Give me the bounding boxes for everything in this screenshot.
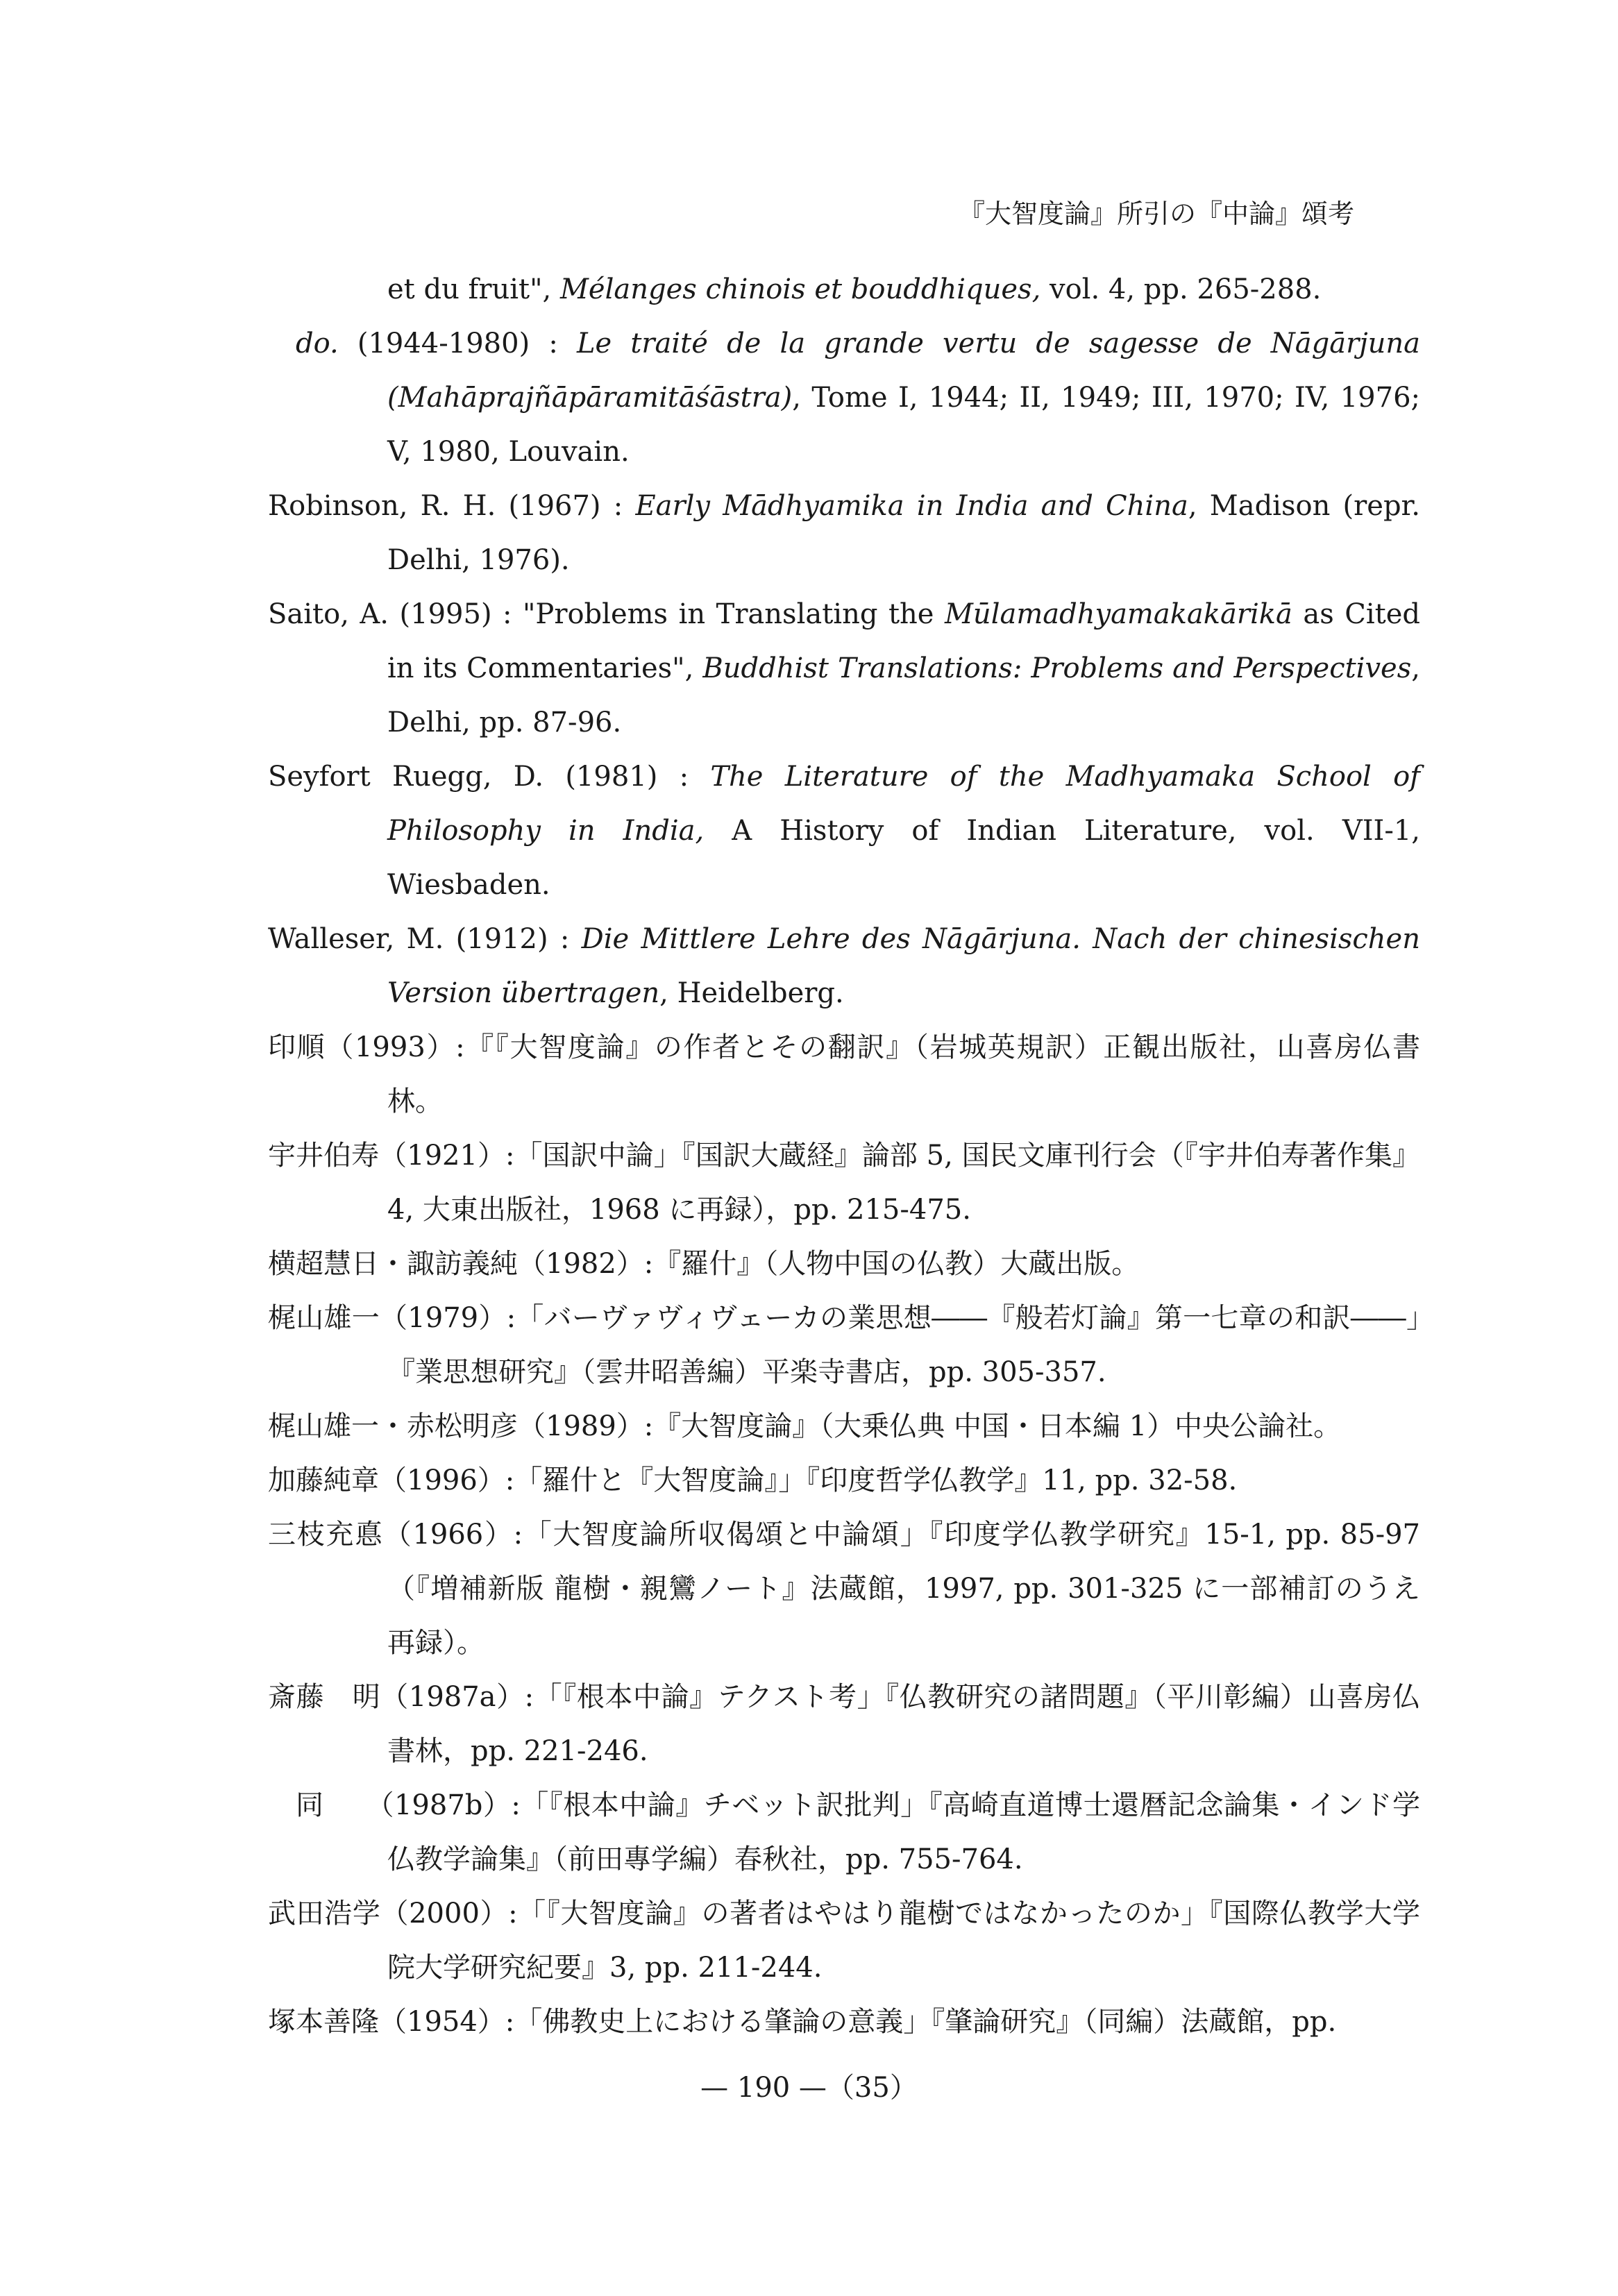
entry-author: 梶山雄一 [268,1302,380,1334]
entry-title-2: Buddhist Translations: Problems and Perspectives [702,652,1412,684]
reference-entry [268,1020,1420,1129]
page-number: — 190 —（35） [700,2072,918,2104]
entry-author: 梶山雄一・赤松明彦 [268,1410,518,1442]
reference-entry [268,316,1420,479]
entry-author: Robinson, R. H. [268,490,496,522]
entry-author: 三枝充悳 [268,1519,384,1551]
entry-author: do. [296,328,339,360]
entry-rest: , Madison (repr. Delhi, 1976). [387,490,1421,576]
entry-lead: （1979）:「バーヴァヴィヴェーカの業思想――『般若灯論』第一七章の和訳――」『業思想研究』（雲井昭善編）平楽寺書店，pp. 305-357. [380,1302,1420,1388]
entry-lead: （1987b）:「『根本中論』チベット訳批判」『高崎直道博士還暦記念論集・インド学仏教学論集』（前田專学編）春秋社，pp. 755-764. [323,1789,1420,1875]
entry-lead: （1993）:『『大智度論』の作者とその翻訳』（岩城英規訳）正観出版社，山喜房仏書林。 [326,1031,1421,1117]
reference-entry [268,479,1420,587]
entry-title: The Literature of the Madhyamaka School of Philosophy in India, [387,761,1420,847]
reference-entry [268,1886,1420,1995]
reference-entry [268,1129,1420,1237]
running-head: 『大智度論』所引の『中論』頌考 [958,199,1354,229]
entry-lead: (1944-1980) : [338,328,577,360]
entry-lead: (1995) : "Problems in Translating the [389,598,945,630]
reference-entry [268,912,1420,1020]
reference-entry [268,262,1420,316]
reference-list [268,262,1420,2049]
reference-entry [268,1995,1420,2049]
entry-title: Mūlamadhyamakakārikā [944,598,1292,630]
entry-lead: （1954）:「佛教史上における肇論の意義」『肇論研究』（同編）法蔵館，pp. [379,2006,1337,2038]
entry-author: 宇井伯寿 [268,1140,380,1172]
entry-author: Saito, A. [268,598,389,630]
entry-author: 同 [296,1789,324,1821]
reference-entry [268,587,1420,750]
entry-lead: (1912) : [444,923,582,955]
entry-author: 印順 [268,1031,326,1063]
entry-rest: , Heidelberg. [659,977,844,1009]
reference-entry [268,1670,1420,1778]
entry-lead: （1966）:「大智度論所収偈頌と中論頌」『印度学仏教学研究』15-1, pp. 85-97（『増補新版 龍樹・親鸞ノート』法蔵館，1997, pp. 301-325 に一部補訂のうえ再録）。 [383,1519,1420,1659]
entry-author: 斎藤 明 [268,1681,381,1713]
entry-lead: (1967) : [496,490,636,522]
entry-author: 塚本善隆 [268,2006,379,2038]
entry-lead: (1981) : [543,761,711,793]
entry-lead: （2000）:「『大智度論』の著者はやはり龍樹ではなかったのか」『国際仏教学大学院大学研究紀要』3, pp. 211-244. [380,1898,1421,1984]
entry-author: 武田浩学 [268,1898,381,1930]
reference-entry [268,1508,1420,1670]
entry-title: Early Mādhyamika in India and China [635,490,1188,522]
entry-rest: vol. 4, pp. 265-288. [1040,273,1322,305]
reference-entry [268,1237,1420,1291]
entry-rest: , Tome I, 1944; II, 1949; III, 1970; IV, 1976; V, 1980, Louvain. [387,382,1420,468]
entry-author: Walleser, M. [268,923,444,955]
reference-entry [268,1778,1420,1886]
entry-rest: , Delhi, pp. 87-96. [387,652,1420,738]
entry-mid: as Cited in its Commentaries", [387,598,1421,684]
reference-entry [268,750,1420,912]
entry-title: Mélanges chinois et bouddhiques, [559,273,1041,305]
entry-author: 横超慧日・諏訪義純 [268,1248,518,1280]
entry-title: Le traité de la grande vertu de sagesse de Nāgārjuna (Mahāprajñāpāramitāśāstra) [387,328,1420,414]
entry-rest: A History of Indian Literature, vol. VII-1, Wiesbaden. [387,815,1420,901]
reference-entry [268,1291,1420,1399]
entry-author: Seyfort Ruegg, D. [268,761,544,793]
entry-title: Die Mittlere Lehre des Nāgārjuna. Nach der chinesischen Version übertragen [387,923,1420,1009]
reference-entry [268,1399,1420,1453]
entry-author: 加藤純章 [268,1464,379,1496]
entry-lead: （1982）:『羅什』（人物中国の仏教）大蔵出版。 [518,1248,1140,1280]
entry-lead: （1921）:「国訳中論」『国訳大蔵経』論部 5, 国民文庫刊行会（『宇井伯寿著作集』4, 大東出版社，1968 に再録），pp. 215-475. [379,1140,1421,1226]
entry-lead: （1989）:『大智度論』（大乗仏典 中国・日本編 1）中央公論社。 [518,1410,1342,1442]
entry-lead: （1987a）:「『根本中論』テクスト考」『仏教研究の諸問題』（平川彰編）山喜房仏書林，pp. 221-246. [380,1681,1421,1767]
entry-lead: （1996）:「羅什と『大智度論』」『印度哲学仏教学』11, pp. 32-58. [379,1464,1238,1496]
entry-lead: et du fruit", [387,273,560,305]
reference-entry [268,1453,1420,1508]
